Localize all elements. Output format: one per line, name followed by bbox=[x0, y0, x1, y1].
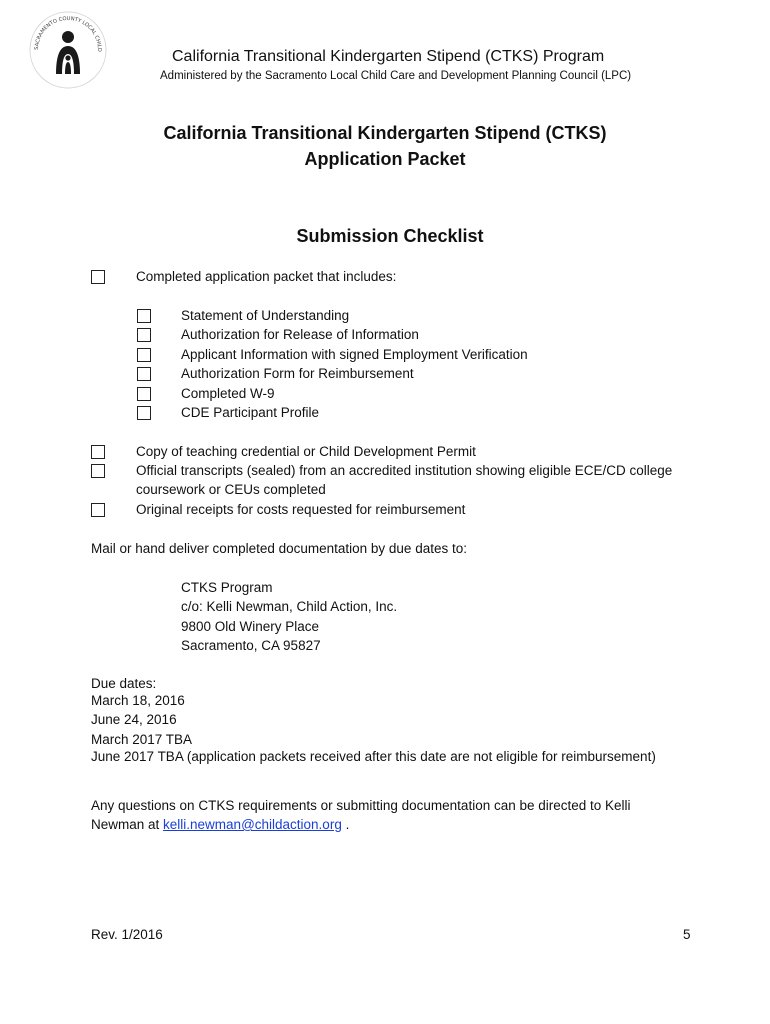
checklist-sub-item: CDE Participant Profile bbox=[181, 405, 320, 420]
page-number: 5 bbox=[683, 927, 691, 942]
contact-email-link[interactable]: kelli.newman@childaction.org bbox=[163, 817, 342, 832]
document-title-line1: California Transitional Kindergarten Stipend (CTKS) bbox=[163, 123, 607, 143]
checklist-sub-item: Completed W-9 bbox=[181, 386, 275, 401]
checklist-sub-item: Authorization for Release of Information bbox=[181, 327, 419, 342]
due-dates-label: Due dates: bbox=[91, 676, 157, 691]
checkbox-sub-item[interactable] bbox=[137, 309, 151, 323]
logo-arc-text: SACRAMENTO COUNTY LOCAL CHILD bbox=[33, 15, 103, 52]
checklist-sub-item: Applicant Information with signed Employment Verification bbox=[181, 347, 528, 362]
questions-text-line1: Any questions on CTKS requirements or submitting documentation can be directed to Kelli bbox=[91, 798, 631, 813]
council-logo bbox=[28, 10, 108, 90]
due-date: June 2017 TBA (application packets received after this date are not eligible for reimbursement) bbox=[91, 749, 656, 764]
checkbox-sub-item[interactable] bbox=[137, 348, 151, 362]
checklist-item: Official transcripts (sealed) from an accredited institution showing eligible ECE/CD college bbox=[136, 463, 673, 478]
address-line: CTKS Program bbox=[181, 580, 273, 595]
administered-by: Administered by the Sacramento Local Child Care and Development Planning Council (LPC) bbox=[160, 70, 632, 82]
checkbox-teaching-credential[interactable] bbox=[91, 445, 105, 459]
questions-prefix: Newman at bbox=[91, 817, 164, 832]
address-line: 9800 Old Winery Place bbox=[181, 619, 320, 634]
checklist-item: Copy of teaching credential or Child Development Permit bbox=[136, 444, 476, 459]
mailing-instruction: Mail or hand deliver completed documentation by due dates to: bbox=[91, 541, 467, 556]
program-title: California Transitional Kindergarten Stipend (CTKS) Program bbox=[172, 48, 605, 65]
checkbox-sub-item[interactable] bbox=[137, 406, 151, 420]
checklist-item-continued: coursework or CEUs completed bbox=[136, 482, 326, 497]
checklist-sub-item: Statement of Understanding bbox=[181, 308, 350, 323]
revision-label: Rev. 1/2016 bbox=[91, 927, 163, 942]
checklist-item: Original receipts for costs requested for reimbursement bbox=[136, 502, 466, 517]
checklist-main-item: Completed application packet that includes: bbox=[136, 269, 397, 284]
checkbox-original-receipts[interactable] bbox=[91, 503, 105, 517]
checkbox-sub-item[interactable] bbox=[137, 387, 151, 401]
council-logo-graphic bbox=[28, 10, 108, 90]
questions-suffix: . bbox=[341, 817, 350, 832]
checkbox-sub-item[interactable] bbox=[137, 367, 151, 381]
due-date: March 18, 2016 bbox=[91, 693, 185, 708]
checkbox-official-transcripts[interactable] bbox=[91, 464, 105, 478]
address-line: Sacramento, CA 95827 bbox=[181, 638, 321, 653]
questions-text-line2 bbox=[91, 816, 349, 834]
checkbox-sub-item[interactable] bbox=[137, 328, 151, 342]
checkbox-application-packet[interactable] bbox=[91, 270, 105, 284]
due-date: March 2017 TBA bbox=[91, 732, 193, 747]
checklist-sub-item: Authorization Form for Reimbursement bbox=[181, 366, 414, 381]
due-date: June 24, 2016 bbox=[91, 712, 177, 727]
address-line: c/o: Kelli Newman, Child Action, Inc. bbox=[181, 599, 398, 614]
section-title: Submission Checklist bbox=[296, 226, 484, 246]
document-title-line2: Application Packet bbox=[304, 149, 466, 169]
